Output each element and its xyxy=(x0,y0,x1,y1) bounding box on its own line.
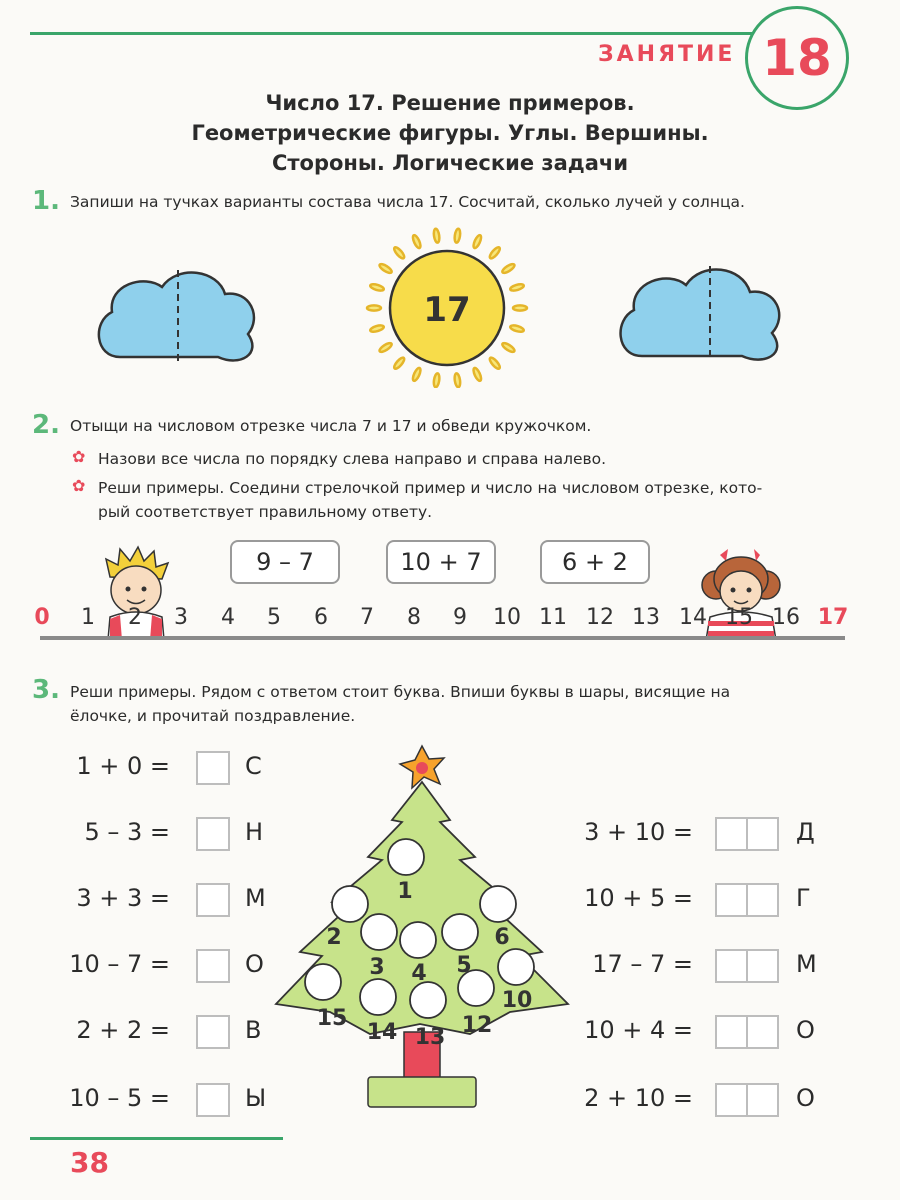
sun-ray xyxy=(411,367,422,382)
number-line-label[interactable]: 11 xyxy=(539,605,567,630)
ornament-number: 13 xyxy=(414,1025,446,1050)
right-cloud[interactable] xyxy=(610,258,790,366)
number-line-label[interactable]: 5 xyxy=(267,605,281,630)
top-rule xyxy=(30,32,760,35)
example-box-3[interactable]: 6 + 2 xyxy=(540,540,650,584)
answer-box-double[interactable] xyxy=(715,949,779,983)
left-cloud[interactable] xyxy=(90,262,265,367)
ornament-number: 4 xyxy=(411,961,427,986)
task3-text-line1: Реши примеры. Рядом с ответом стоит буква. Впиши буквы в шары, висящие на xyxy=(70,683,731,701)
ornament-ball[interactable] xyxy=(305,964,341,1000)
answer-box[interactable] xyxy=(196,817,230,851)
ornament-ball[interactable] xyxy=(498,949,534,985)
number-line-label[interactable]: 13 xyxy=(632,605,660,630)
bottom-rule xyxy=(30,1137,283,1140)
ornament-number: 5 xyxy=(456,953,472,978)
answer-box-double[interactable] xyxy=(715,1083,779,1117)
number-line-label[interactable]: 9 xyxy=(453,605,467,630)
sun-ray xyxy=(433,373,440,388)
ornament-ball[interactable] xyxy=(400,922,436,958)
equation-text: 10 – 7 = xyxy=(69,950,170,978)
sun-ray xyxy=(454,228,461,243)
sun-ray xyxy=(501,342,516,354)
answer-letter: Ы xyxy=(245,1084,267,1112)
sun-ray xyxy=(433,228,440,243)
sun-ray xyxy=(501,263,516,275)
sun-ray xyxy=(393,356,406,370)
left-cloud-shape xyxy=(99,273,254,361)
answer-letter: О xyxy=(796,1084,815,1112)
number-line-label[interactable]: 0 xyxy=(34,605,50,630)
number-line-label[interactable]: 8 xyxy=(407,605,421,630)
answer-box-double[interactable] xyxy=(715,817,779,851)
task2-text: Отыщи на числовом отрезке числа 7 и 17 и обведи кружочком. xyxy=(70,417,592,435)
sun-ray xyxy=(454,373,461,388)
number-line-label[interactable]: 16 xyxy=(772,605,800,630)
equation-text: 2 + 2 = xyxy=(76,1016,170,1044)
sun xyxy=(355,218,535,388)
example-box-2[interactable]: 10 + 7 xyxy=(386,540,496,584)
christmas-tree xyxy=(270,742,570,1117)
task2-number: 2. xyxy=(32,410,60,440)
equation-text: 10 – 5 = xyxy=(69,1084,170,1112)
answer-letter: О xyxy=(796,1016,815,1044)
number-line-label[interactable]: 2 xyxy=(128,605,142,630)
ornament-number: 2 xyxy=(326,925,342,950)
answer-letter: Н xyxy=(245,818,264,846)
equation-text: 10 + 4 = xyxy=(584,1016,693,1044)
task1-number: 1. xyxy=(32,186,60,216)
answer-letter: Г xyxy=(796,884,811,912)
title-line-3: Стороны. Логические задачи xyxy=(271,151,629,175)
task2-bullet1: Назови все числа по порядку слева направо и справа налево. xyxy=(98,450,607,468)
number-line-label[interactable]: 17 xyxy=(817,605,849,630)
sun-ray xyxy=(378,342,393,354)
ornament-ball[interactable] xyxy=(361,914,397,950)
number-line-label[interactable]: 1 xyxy=(81,605,95,630)
answer-letter: М xyxy=(796,950,817,978)
sun-ray xyxy=(370,324,385,333)
equation-text: 3 + 3 = xyxy=(76,884,170,912)
sun-ray xyxy=(367,305,381,310)
ornament-number: 15 xyxy=(316,1006,348,1031)
number-line-label[interactable]: 10 xyxy=(493,605,521,630)
task2-bullet2-line1: Реши примеры. Соедини стрелочкой пример и число на числовом отрезке, кото- xyxy=(98,479,763,497)
sun-ray xyxy=(510,283,525,292)
ornament-number: 10 xyxy=(501,988,533,1013)
example-box-1[interactable]: 9 – 7 xyxy=(230,540,340,584)
answer-box[interactable] xyxy=(196,1083,230,1117)
equation-text: 2 + 10 = xyxy=(584,1084,693,1112)
answer-box[interactable] xyxy=(196,949,230,983)
right-cloud-shape xyxy=(621,269,780,359)
title-line-2: Геометрические фигуры. Углы. Вершины. xyxy=(191,121,709,145)
ornament-ball[interactable] xyxy=(388,839,424,875)
ornament-number: 14 xyxy=(366,1020,398,1045)
number-line-label[interactable]: 3 xyxy=(174,605,188,630)
number-line-label[interactable]: 12 xyxy=(586,605,614,630)
sun-ray xyxy=(370,283,385,292)
tree-stand xyxy=(368,1077,476,1107)
answer-box-double[interactable] xyxy=(715,1015,779,1049)
answer-letter: М xyxy=(245,884,266,912)
task3-text-line2: ёлочке, и прочитай поздравление. xyxy=(70,707,356,725)
number-line-label[interactable]: 14 xyxy=(679,605,707,630)
number-line-label[interactable]: 15 xyxy=(725,605,753,630)
number-line-label[interactable]: 6 xyxy=(314,605,328,630)
ornament-ball[interactable] xyxy=(480,886,516,922)
ornament-number: 3 xyxy=(369,955,385,980)
answer-letter: С xyxy=(245,752,262,780)
task1-text: Запиши на тучках варианты состава числа 17. Сосчитай, сколько лучей у солнца. xyxy=(70,193,745,211)
answer-box[interactable] xyxy=(196,1015,230,1049)
page-title xyxy=(80,88,820,178)
answer-box[interactable] xyxy=(196,883,230,917)
number-line-label[interactable]: 4 xyxy=(221,605,235,630)
task2-bullet2-line2: рый соответствует правильному ответу. xyxy=(98,503,433,521)
page-number: 38 xyxy=(70,1146,109,1179)
sun-ray xyxy=(488,246,501,260)
sun-number: 17 xyxy=(423,290,471,330)
sun-ray xyxy=(513,305,527,310)
number-line-labels xyxy=(0,605,900,637)
equation-text: 10 + 5 = xyxy=(584,884,693,912)
sun-ray xyxy=(488,356,501,370)
lesson-number-badge: 18 xyxy=(745,6,849,110)
equation-text: 3 + 10 = xyxy=(584,818,693,846)
ornament-number: 6 xyxy=(494,925,510,950)
sun-ray xyxy=(472,367,483,382)
ornament-ball[interactable] xyxy=(332,886,368,922)
sun-ray xyxy=(378,263,393,275)
number-line-label[interactable]: 7 xyxy=(360,605,374,630)
ornament-ball[interactable] xyxy=(410,982,446,1018)
sun-ray xyxy=(411,234,422,249)
sun-ray xyxy=(472,234,483,249)
sun-ray xyxy=(510,324,525,333)
ornament-number: 1 xyxy=(397,879,413,904)
equation-text: 17 – 7 = xyxy=(592,950,693,978)
equation-text: 1 + 0 = xyxy=(76,752,170,780)
ornament-ball[interactable] xyxy=(442,914,478,950)
answer-letter: Д xyxy=(796,818,815,846)
flower-bullet-icon: ✿ xyxy=(72,447,86,466)
answer-letter: О xyxy=(245,950,264,978)
equation-text: 5 – 3 = xyxy=(84,818,170,846)
answer-box-double[interactable] xyxy=(715,883,779,917)
task3-number: 3. xyxy=(32,675,60,705)
title-line-1: Число 17. Решение примеров. xyxy=(265,91,635,115)
flower-bullet-icon: ✿ xyxy=(72,476,86,495)
ornament-number: 12 xyxy=(461,1013,493,1038)
sun-ray xyxy=(393,246,406,260)
answer-letter: В xyxy=(245,1016,262,1044)
lesson-word: ЗАНЯТИЕ xyxy=(598,42,736,67)
answer-box[interactable] xyxy=(196,751,230,785)
ornament-ball[interactable] xyxy=(360,979,396,1015)
